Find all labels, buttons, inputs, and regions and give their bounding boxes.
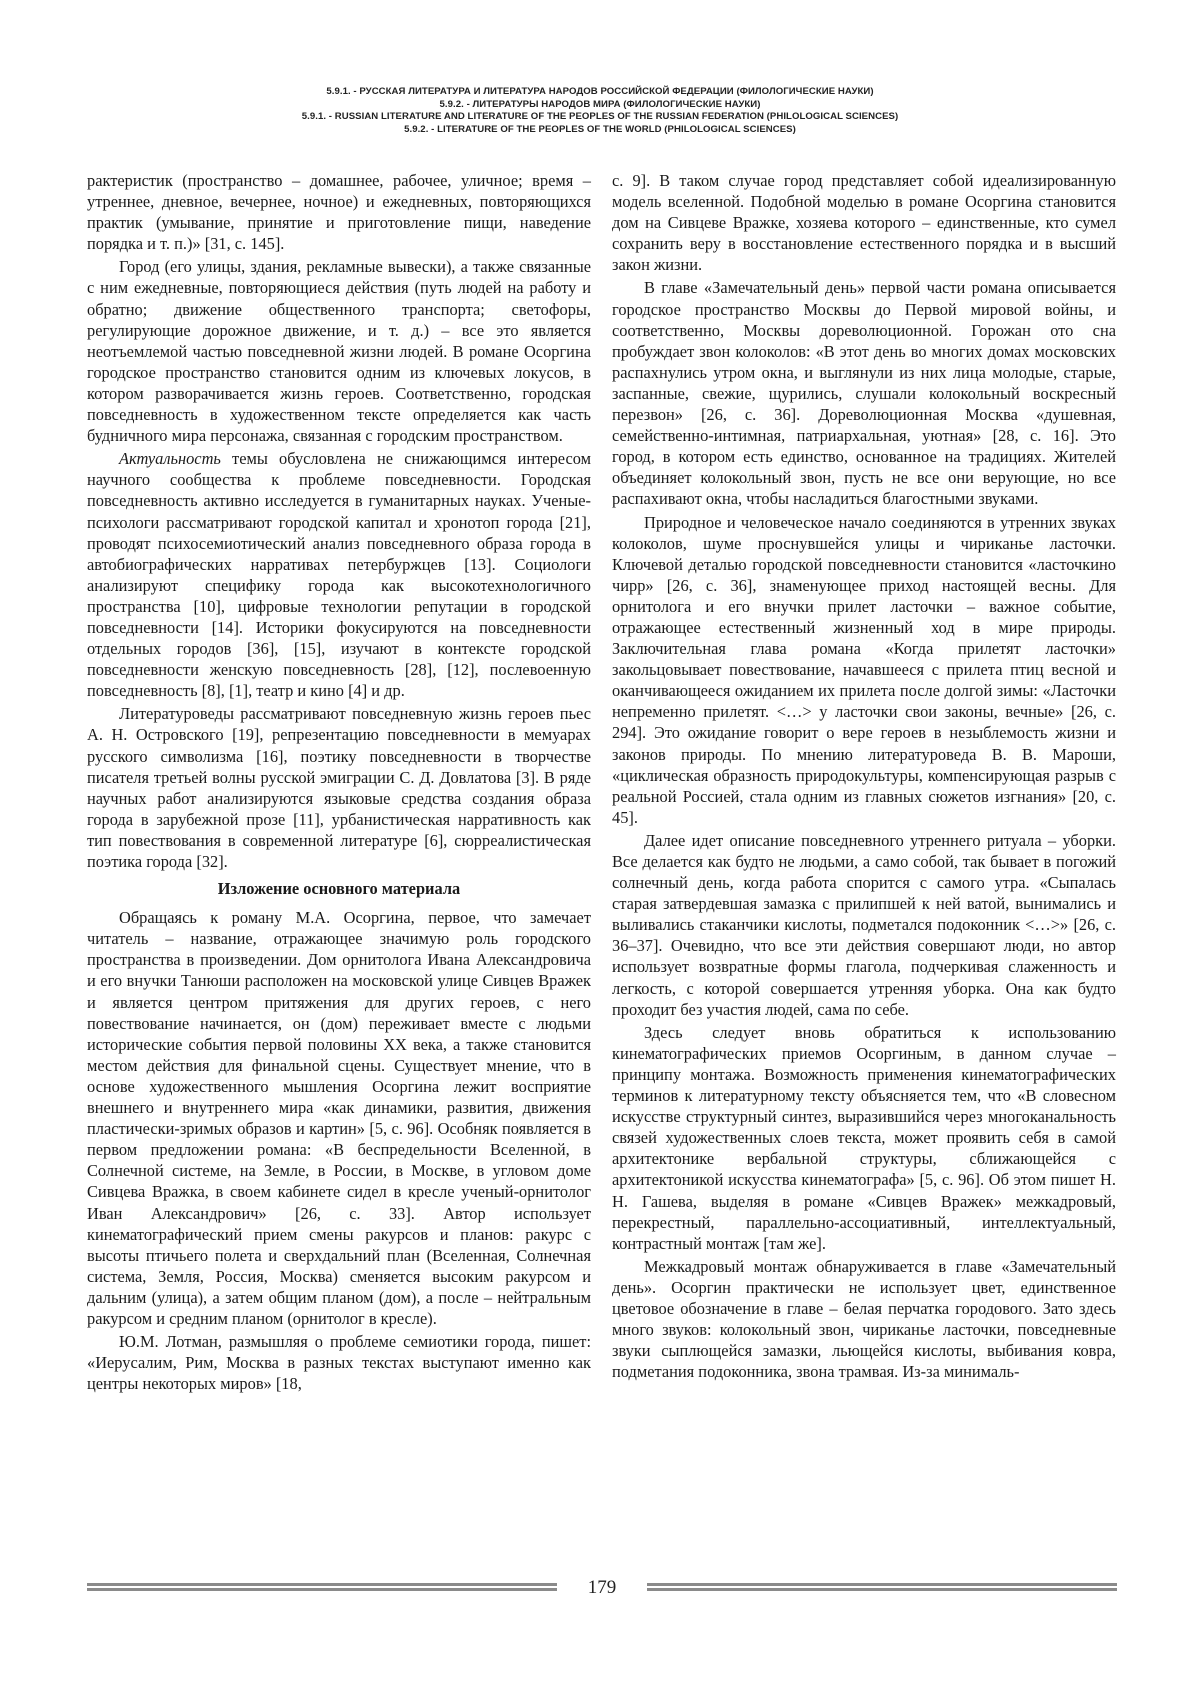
paragraph: Обращаясь к роману М.А. Осоргина, первое, что замечает читатель – название, отражающее значимую роль городского пространства в произведении. Дом орнитолога Ивана Александровича и его внучки Танюши расположен на московской улице Сивцев Вражек и является центром притяжения для других героев, с него повествование начинается, он (дом) переживает вместе с людьми исторические события первой половины XX века, а также становится местом действия для финальной сцены. Существует мнение, что в основе художественного мышления Осоргина лежит восприятие внешнего и внутреннего мира «как динамики, развития, движения пластически-зримых образов и картин» [5, с. 96]. Особняк появляется в первом предложении романа: «В беспредельности Вселенной, в Солнечной системе, на Земле, в России, в Москве, в угловом доме Сивцева Вражка, в своем кабинете сидел в кресле ученый-орнитолог Иван Александрович» [26, с. 33]. Автор использует кинематографический прием смены ракурсов и планов: ракурс с высоты птичьего полета и сверхдальний план (Вселенная, Солнечная система, Земля, Россия, Москва) сменяется высоким ракурсом и дальним (улица), а затем общим планом (дом), а после – нейтральным ракурсом и средним планом (орнитолог в кресле). — [87, 908, 591, 1328]
paragraph: Здесь следует вновь обратиться к использованию кинематографических приемов Осоргиным, в данном случае – принципу монтажа. Возможность применения кинематографических терминов к литературному тексту объясняется тем, что «В словесном искусстве структурный синтез, выразившийся через многоканальность связей художественных слоев текста, может проявить себя в самой архитектонике вербальной структуры, сближающейся с архитектоникой искусства кинематографа» [5, с. 96]. Об этом пишет Н. Н. Гашева, выделяя в романе «Сивцев Вражек» межкадровый, перекрестный, параллельно-ассоциативный, интеллектуальный, контрастный монтаж [там же]. — [612, 1022, 1116, 1253]
page-number: 179 — [587, 1577, 617, 1598]
header-line-4: 5.9.2. - LITERATURE OF THE PEOPLES OF THE WORLD (PHILOLOGICAL SCIENCES) — [404, 123, 796, 135]
header-line-1: 5.9.1. - РУССКАЯ ЛИТЕРАТУРА И ЛИТЕРАТУРА НАРОДОВ РОССИЙСКОЙ ФЕДЕРАЦИИ (ФИЛОЛОГИЧЕСКИЕ НАУКИ) — [326, 86, 874, 97]
right-column — [612, 170, 1116, 1384]
paragraph: В главе «Замечательный день» первой части романа описывается городское пространство Москвы до Первой мировой войны, и соответственно, Москвы дореволюционной. Горожан ото сна пробуждает звон колоколов: «В этот день во многих домах московских распахнулись утром окна, и выглянули из них лица молодые, старые, заспанные, свежие, щурились, слушали колокольный воскресный перезвон» [26, с. 36]. Дореволюционная Москва «душевная, семейственно-интимная, патриархальная, уютная» [28, с. 16]. Это город, в котором есть единство, основанное на традициях. Жителей объединяет колокольный звон, пусть не все они верующие, но все распахивают окна, чтобы насладиться благостными звуками. — [612, 278, 1116, 509]
header-line-3: 5.9.1. - RUSSIAN LITERATURE AND LITERATURE OF THE PEOPLES OF THE RUSSIAN FEDERATION (PHILOLOGICAL SCIENCES) — [301, 111, 899, 123]
section-heading: Изложение основного материала — [217, 879, 461, 899]
paragraph: с. 9]. В таком случае город представляет собой идеализированную модель вселенной. Подобной моделью в романе Осоргина становится дом на Сивцеве Вражке, хозяева которого – единственные, кто сумел сохранить веру в восстановление естественного порядка и в высший закон жизни. — [612, 171, 1116, 275]
paragraph: рактеристик (пространство – домашнее, рабочее, уличное; время – утреннее, дневное, вечернее, ночное) и ежедневных, повторяющихся практик (умывание, принятие и приготовление пищи, наведение порядка и т. п.)» [31, с. 145]. — [87, 171, 591, 254]
paragraph: Далее идет описание повседневного утреннего ритуала – уборки. Все делается как будто не людьми, а само собой, так бывает в погожий солнечный день, когда работа спорится с самого утра. «Сыпалась старая затвердевшая замазка с прилипшей к ней ватой, вынимались и выливались стаканчики кислоты, подметался подоконник <…>» [26, с. 36–37]. Очевидно, что все эти действия совершают люди, но автор использует возвратные формы глагола, подчеркивая слаженность и легкость, с которой совершается утренняя уборка. Она как будто проходит без участия людей, сама по себе. — [612, 830, 1116, 1019]
header-line-2: 5.9.2. - ЛИТЕРАТУРЫ НАРОДОВ МИРА (ФИЛОЛОГИЧЕСКИЕ НАУКИ) — [439, 98, 761, 110]
left-column — [87, 170, 591, 1396]
paragraph-text: темы обусловлена не снижающимся интересом научного сообщества к проблеме повседневности. Городская повседневность активно исследуется в гуманитарных науках. Ученые-психологи рассматривают городской капитал и хронотоп города [21], проводят психосемиотический анализ повседневного образа города в автобиографических нарративах петербуржцев [13]. Социологи анализируют специфику города как высокотехнологичного пространства [10], цифровые технологии репутации в городской повседневности [14]. Историки фокусируются на повседневности отдельных городов [36], [15], изучают в контексте городской повседневности женскую повседневность [28], [12], послевоенную повседневность [8], [1], театр и кино [4] и др. — [87, 449, 591, 701]
running-header — [150, 86, 1050, 136]
paragraph: Межкадровый монтаж обнаруживается в главе «Замечательный день». Осоргин практически не использует цвет, единственное цветовое обозначение в главе – белая перчатка городового. Зато здесь много звуков: колокольный звон, чириканье ласточки, повседневные звуки сыплющейся замазки, льющейся кислоты, выбивания ковра, подметания подоконника, звона трамвая. Из-за минималь- — [612, 1256, 1116, 1382]
paragraph: Природное и человеческое начало соединяются в утренних звуках колоколов, шуме проснувшейся улицы и чириканье ласточки. Ключевой деталью городской повседневности становится «ласточкино чирр» [26, с. 36], знаменующее приход настоящей весны. Для орнитолога и его внучки прилет ласточки – важное событие, отражающее естественный жизненный ход в мире природы. Заключительная глава романа «Когда прилетят ласточки» закольцовывает повествование, начавшееся с прилета птиц весной и оканчивающееся ожиданием их прилета после долгой зимы: «Ласточки непременно прилетят. <…> у ласточки свои законы, вечные» [26, с. 294]. Это ожидание говорит о вере героев в незыблемость жизни и законов природы. По мнению литературоведа В. В. Мароши, «циклическая образность природокультуры, компенсирующая разрыв с реальной Россией, стала одним из главных сюжетов изгнания» [20, с. 45]. — [612, 512, 1116, 827]
paragraph: Ю.М. Лотман, размышляя о проблеме семиотики города, пишет: «Иерусалим, Рим, Москва в разных текстах выступают именно как центры некоторых миров» [18, — [87, 1332, 591, 1394]
emphasis-term: Актуальность — [119, 449, 221, 469]
paragraph: Город (его улицы, здания, рекламные вывески), а также связанные с ним ежедневные, повторяющиеся действия (путь людей на работу и обратно; движение общественного транспорта; светофоры, регулирующие дорожное движение, и т. д.) – все это является неотъемлемой частью повседневной жизни людей. В романе Осоргина городское пространство становится одним из ключевых локусов, в котором разворачивается жизнь героев. Соответственно, городская повседневность в художественном тексте определяется как часть будничного мира персонажа, связанная с городским пространством. — [87, 257, 591, 446]
paragraph: Литературоведы рассматривают повседневную жизнь героев пьес А. Н. Островского [19], репрезентацию повседневности в мемуарах русского символизма [16], поэтику повседневности в творчестве писателя третьей волны русской эмиграции С. Д. Довлатова [3]. В ряде научных работ анализируются языковые средства создания образа города в зарубежной прозе [11], урбанистическая нарративность как тип повествования в современной литературе [6], сюрреалистическая поэтика города [32]. — [87, 704, 591, 871]
page-footer — [87, 1577, 1117, 1601]
paragraph — [87, 448, 591, 701]
footer-rule-right — [647, 1583, 1117, 1591]
